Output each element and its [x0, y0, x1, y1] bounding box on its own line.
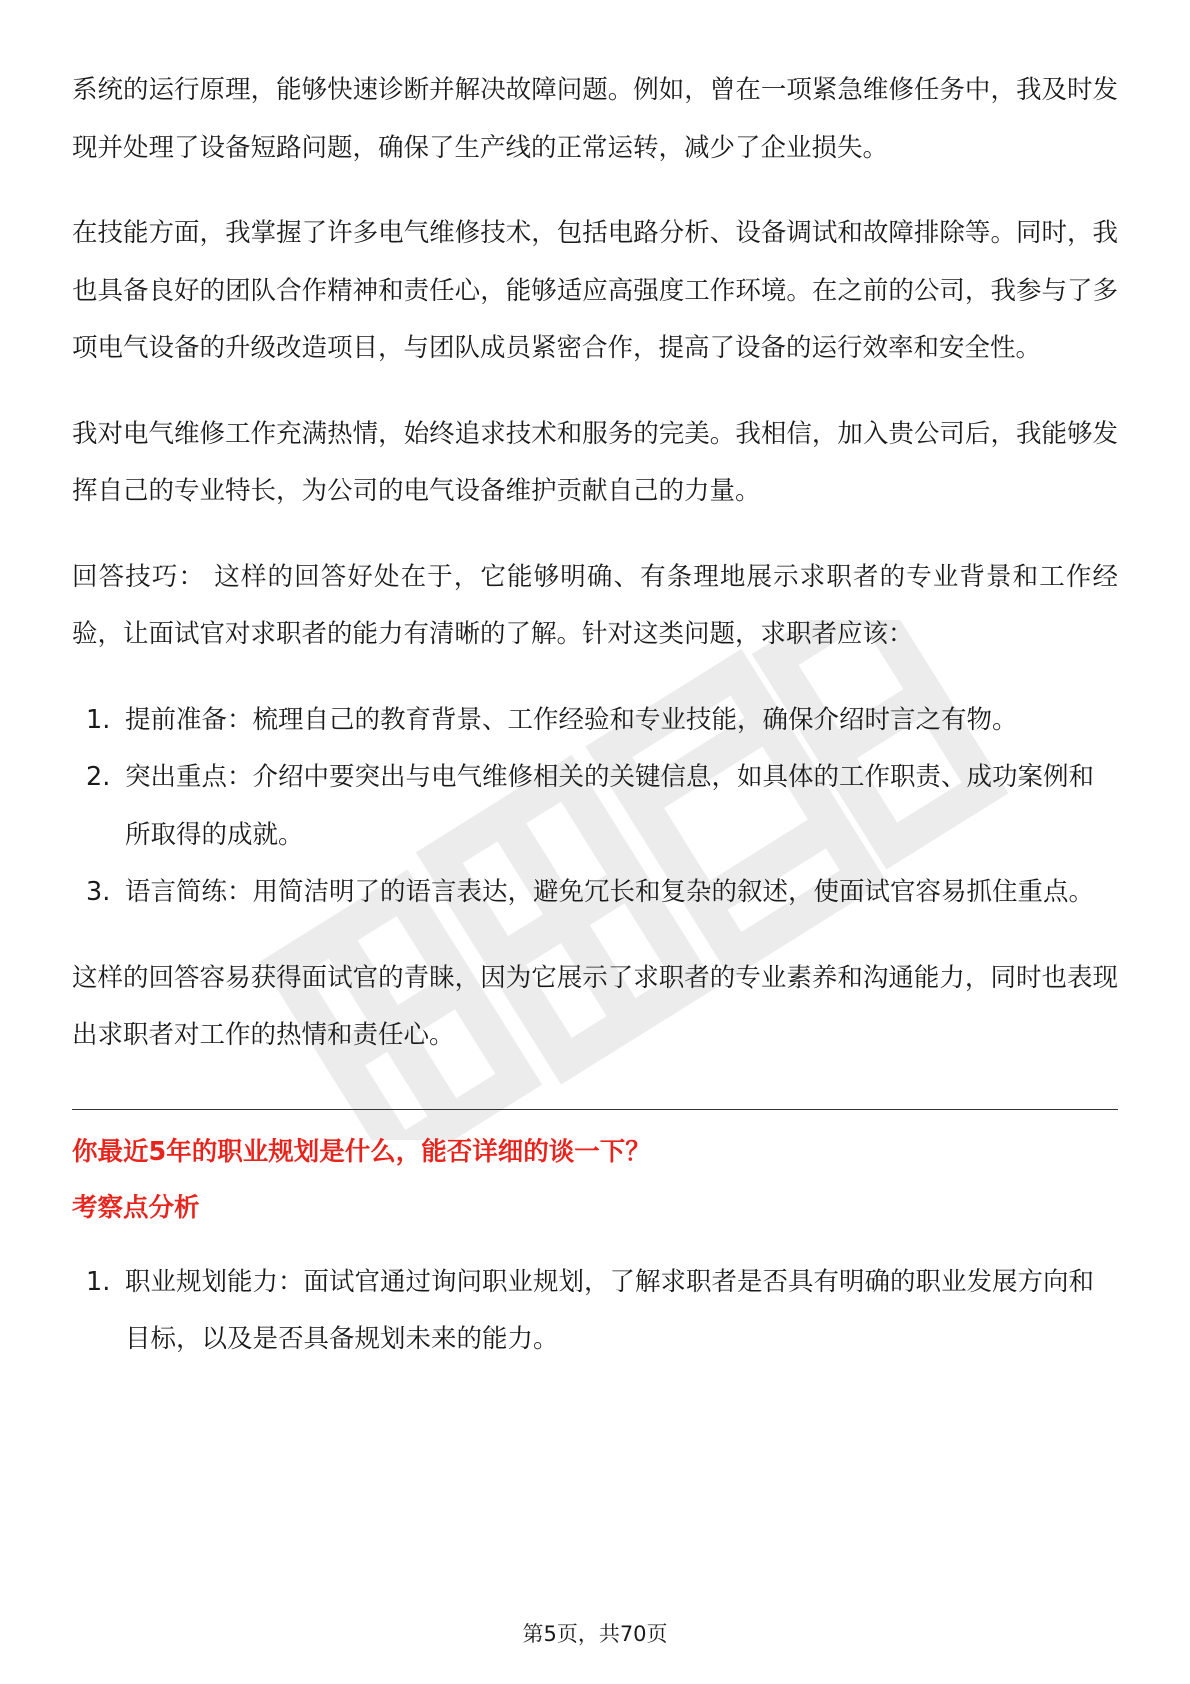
passion-paragraph: 我对电气维修工作充满热情，始终追求技术和服务的完美。我相信，加入贵公司后，我能够发挥自己的专业特长，为公司的电气设备维护贡献自己的力量。 [72, 418, 1118, 506]
list-item [72, 692, 1118, 750]
list-item-text: 提前准备：梳理自己的教育背景、工作经验和专业技能，确保介绍时言之有物。 [125, 704, 1018, 735]
document-page [72, 62, 1118, 1369]
list-item [72, 749, 1118, 864]
list-item-number: 1. [86, 704, 111, 735]
section-divider [72, 1109, 1118, 1110]
page-footer: 第5页，共70页 [522, 1622, 668, 1646]
intro-paragraph-continued: 系统的运行原理，能够快速诊断并解决故障问题。例如，曾在一项紧急维修任务中，我及时发现并处理了设备短路问题，确保了生产线的正常运转，减少了企业损失。 [72, 75, 1118, 163]
answer-tips-paragraph: 回答技巧： 这样的回答好处在于，它能够明确、有条理地展示求职者的专业背景和工作经验，让面试官对求职者的能力有清晰的了解。针对这类问题，求职者应该： [72, 561, 1118, 649]
list-item-text: 语言简练：用简洁明了的语言表达，避免冗长和复杂的叙述，使面试官容易抓住重点。 [125, 877, 1095, 907]
list-item [72, 1254, 1118, 1369]
analysis-heading: 考察点分析 [72, 1192, 200, 1223]
list-item [72, 864, 1118, 922]
closing-paragraph: 这样的回答容易获得面试官的青睐，因为它展示了求职者的专业素养和沟通能力，同时也表现出求职者对工作的热情和责任心。 [72, 962, 1118, 1050]
tips-list [72, 692, 1118, 922]
list-item-number: 3. [86, 877, 111, 907]
list-item-text: 突出重点：介绍中要突出与电气维修相关的关键信息，如具体的工作职责、成功案例和所取得的成就。 [125, 762, 1095, 850]
list-item-number: 1. [86, 1266, 111, 1297]
question-heading: 你最近5年的职业规划是什么，能否详细的谈一下？ [72, 1136, 651, 1167]
list-item-number: 2. [86, 762, 111, 792]
analysis-list [72, 1254, 1118, 1369]
skills-paragraph: 在技能方面，我掌握了许多电气维修技术，包括电路分析、设备调试和故障排除等。同时，我也具备良好的团队合作精神和责任心，能够适应高强度工作环境。在之前的公司，我参与了多项电气设备的升级改造项目，与团队成员紧密合作，提高了设备的运行效率和安全性。 [72, 218, 1118, 363]
list-item-text: 职业规划能力：面试官通过询问职业规划，了解求职者是否具有明确的职业发展方向和目标，以及是否具备规划未来的能力。 [125, 1266, 1095, 1354]
